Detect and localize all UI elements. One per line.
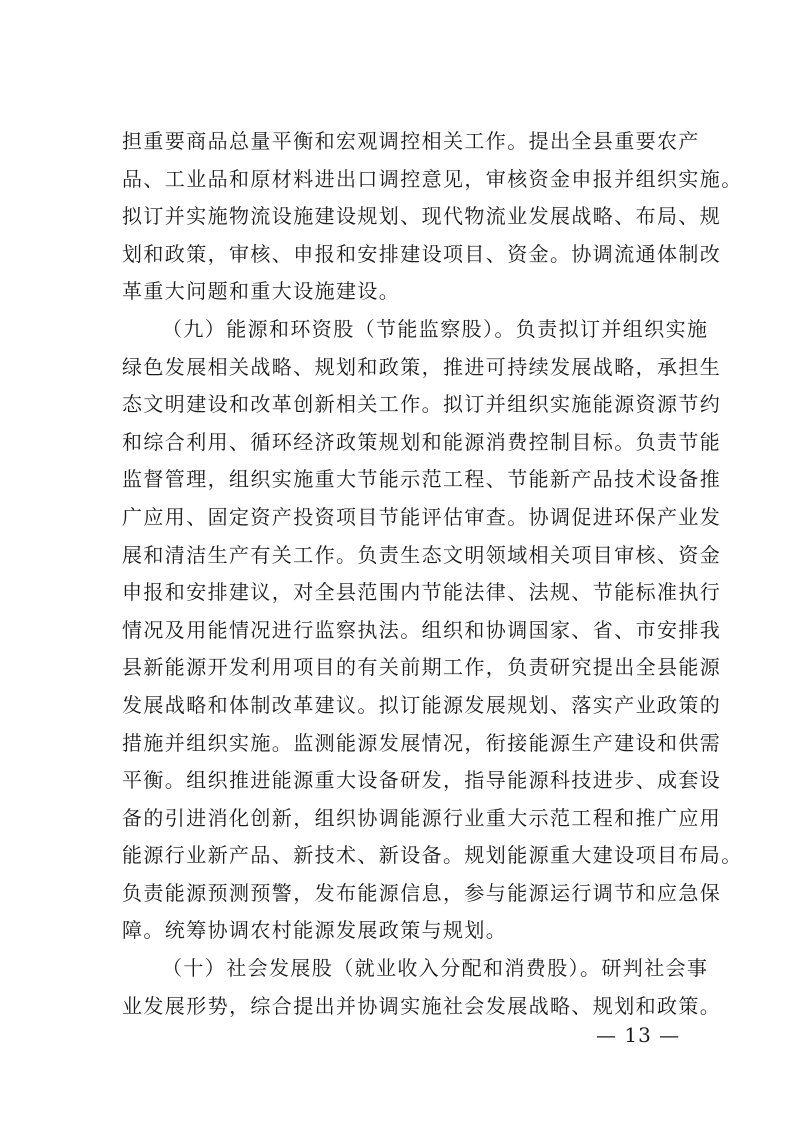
- text-line: 申报和安排建议，对全县范围内节能法律、法规、节能标准执行: [122, 580, 722, 605]
- page-number: — 13 —: [596, 1023, 681, 1047]
- text-line: 监督管理，组织实施重大节能示范工程、节能新产品技术设备推: [122, 467, 722, 492]
- text-line: 备的引进消化创新，组织协调能源行业重大示范工程和推广应用: [122, 805, 722, 830]
- text-line: 拟订并实施物流设施建设规划、现代物流业发展战略、布局、规: [122, 204, 722, 229]
- text-line: 广应用、固定资产投资项目节能评估审查。协调促进环保产业发: [122, 504, 722, 529]
- text-line: 情况及用能情况进行监察执法。组织和协调国家、省、市安排我: [122, 617, 722, 642]
- text-line: 和综合利用、循环经济政策规划和能源消费控制目标。负责节能: [122, 429, 722, 454]
- text-line: 革重大问题和重大设施建设。: [122, 279, 401, 304]
- text-line: 绿色发展相关战略、规划和政策，推进可持续发展战略，承担生: [122, 354, 722, 379]
- text-line: 划和政策，审核、申报和安排建设项目、资金。协调流通体制改: [122, 241, 722, 266]
- text-line: 品、工业品和原材料进出口调控意见，审核资金申报并组织实施。: [122, 166, 743, 191]
- text-line: 业发展形势，综合提出并协调实施社会发展战略、规划和政策。: [122, 993, 722, 1018]
- text-line: （十）社会发展股（就业收入分配和消费股）。研判社会事: [162, 956, 709, 981]
- text-line: 县新能源开发利用项目的有关前期工作，负责研究提出全县能源: [122, 655, 722, 680]
- body-text: [122, 123, 743, 1025]
- text-line: 担重要商品总量平衡和宏观调控相关工作。提出全县重要农产: [122, 129, 700, 153]
- text-line: （九）能源和环资股（节能监察股）。负责拟订并组织实施: [162, 316, 709, 341]
- text-line: 障。统筹协调农村能源发展政策与规划。: [122, 918, 508, 943]
- text-line: 展和清洁生产有关工作。负责生态文明领域相关项目审核、资金: [122, 542, 722, 567]
- text-line: 态文明建设和改革创新相关工作。拟订并组织实施能源资源节约: [122, 392, 722, 417]
- text-line: 平衡。组织推进能源重大设备研发，指导能源科技进步、成套设: [122, 768, 722, 793]
- text-line: 能源行业新产品、新技术、新设备。规划能源重大建设项目布局。: [122, 843, 743, 868]
- text-line: 措施并组织实施。监测能源发展情况，衔接能源生产建设和供需: [122, 730, 722, 755]
- text-line: 发展战略和体制改革建议。拟订能源发展规划、落实产业政策的: [122, 692, 722, 717]
- text-line: 负责能源预测预警，发布能源信息，参与能源运行调节和应急保: [122, 880, 722, 905]
